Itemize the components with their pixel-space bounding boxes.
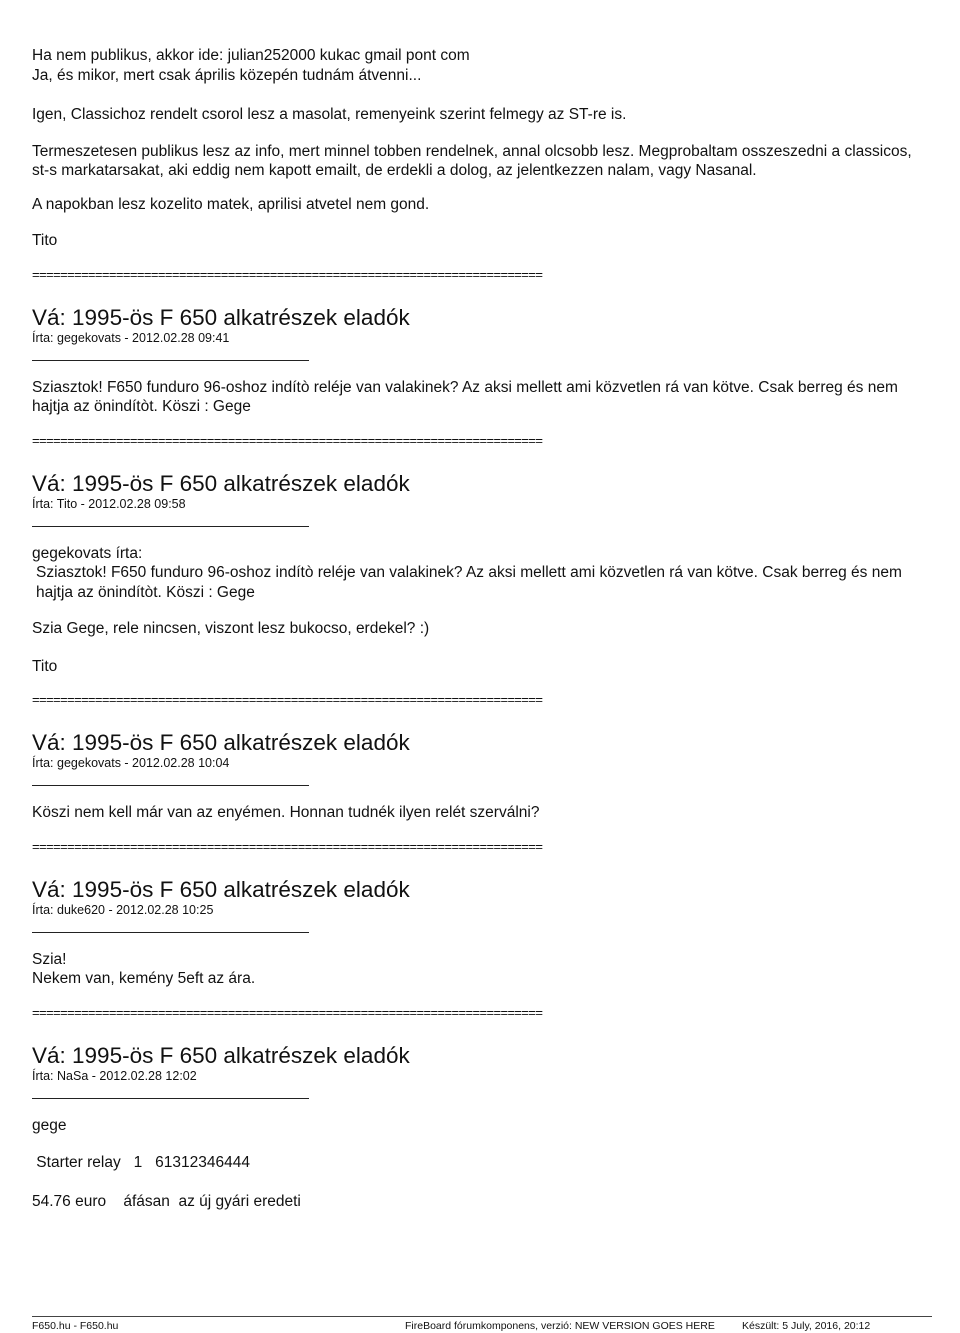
separator: ========================================================================= [32,266,543,282]
separator: ========================================================================= [32,692,543,707]
separator: ========================================================================= [32,838,543,854]
post-body: gege [32,1116,67,1134]
page-footer [32,1316,932,1333]
post-title: Vá: 1995-ös F 650 alkatrészek eladók [32,876,410,902]
post-body: Köszi nem kell már van az enyémen. Honnan tudnék ilyen relét szerválni? [32,804,540,821]
post-title: Vá: 1995-ös F 650 alkatrészek eladók [32,470,410,496]
post-body: Sziasztok! F650 funduro 96-oshoz indítò reléje van valakinek? Az aksi mellett ami közvetlen rá van kötve. Csak berreg és nem hajtja az önindítòt. Köszi : Gege [32,378,898,415]
post-meta: Írta: NaSa - 2012.02.28 12:02 [32,1068,197,1083]
intro-line: A napokban lesz kozelito matek, aprilisi atvetel nem gond. [32,195,430,213]
post-title: Vá: 1995-ös F 650 alkatrészek eladók [32,304,410,330]
post-body: Szia! [32,950,67,968]
post-meta: Írta: duke620 - 2012.02.28 10:25 [32,902,214,917]
post-body: Starter relay 1 61312346444 [32,1154,251,1171]
intro-line: Ha nem publikus, akkor ide: julian252000 kukac gmail pont com [32,47,470,64]
post-body: Nekem van, kemény 5eft az ára. [32,970,256,987]
footer-site: F650.hu - F650.hu [32,1320,119,1332]
post-meta: Írta: gegekovats - 2012.02.28 10:04 [32,756,230,770]
divider [32,932,309,933]
signature: Tito [32,232,58,249]
signature: Tito [32,657,58,675]
post-meta: Írta: Tito - 2012.02.28 09:58 [32,496,186,511]
post-title: Vá: 1995-ös F 650 alkatrészek eladók [32,730,410,755]
intro-line: Termeszetesen publikus lesz az info, mert minnel tobben rendelnek, annal olcsobb lesz. Megprobaltam osszeszedni a classicos, st-s markatarsakat, aki eddig nem kapott emailt, de erdekli a dolog, az jelentkezzen nalam, vagy Nasanal. [32,142,912,179]
divider [32,526,309,527]
document-page [32,46,932,1211]
post-body: Szia Gege, rele nincsen, viszont lesz bukocso, erdekel? :) [32,620,430,637]
post-title: Vá: 1995-ös F 650 alkatrészek eladók [32,1042,410,1068]
separator: ========================================================================= [32,432,543,448]
divider [32,360,309,361]
separator: ========================================================================= [32,1004,543,1020]
intro-line: Ja, és mikor, mert csak április közepén tudnám átvenni... [32,66,422,84]
post-body: 54.76 euro áfásan az új gyári eredeti [32,1192,301,1210]
quote-author: gegekovats írta: [32,544,143,562]
footer-date: Készült: 5 July, 2016, 20:12 [742,1320,871,1332]
quote-text: Sziasztok! F650 funduro 96-oshoz indítò reléje van valakinek? Az aksi mellett ami közvetlen rá van kötve. Csak berreg és nem hajtja az önindítòt. Köszi : Gege [36,564,902,601]
divider [32,785,309,786]
intro-line: Igen, Classichoz rendelt csorol lesz a masolat, remenyeink szerint felmegy az ST-re is. [32,106,627,123]
divider [32,1098,309,1099]
post-meta: Írta: gegekovats - 2012.02.28 09:41 [32,330,230,345]
footer-credit: FireBoard fórumkomponens, verzió: NEW VERSION GOES HERE [405,1320,715,1332]
